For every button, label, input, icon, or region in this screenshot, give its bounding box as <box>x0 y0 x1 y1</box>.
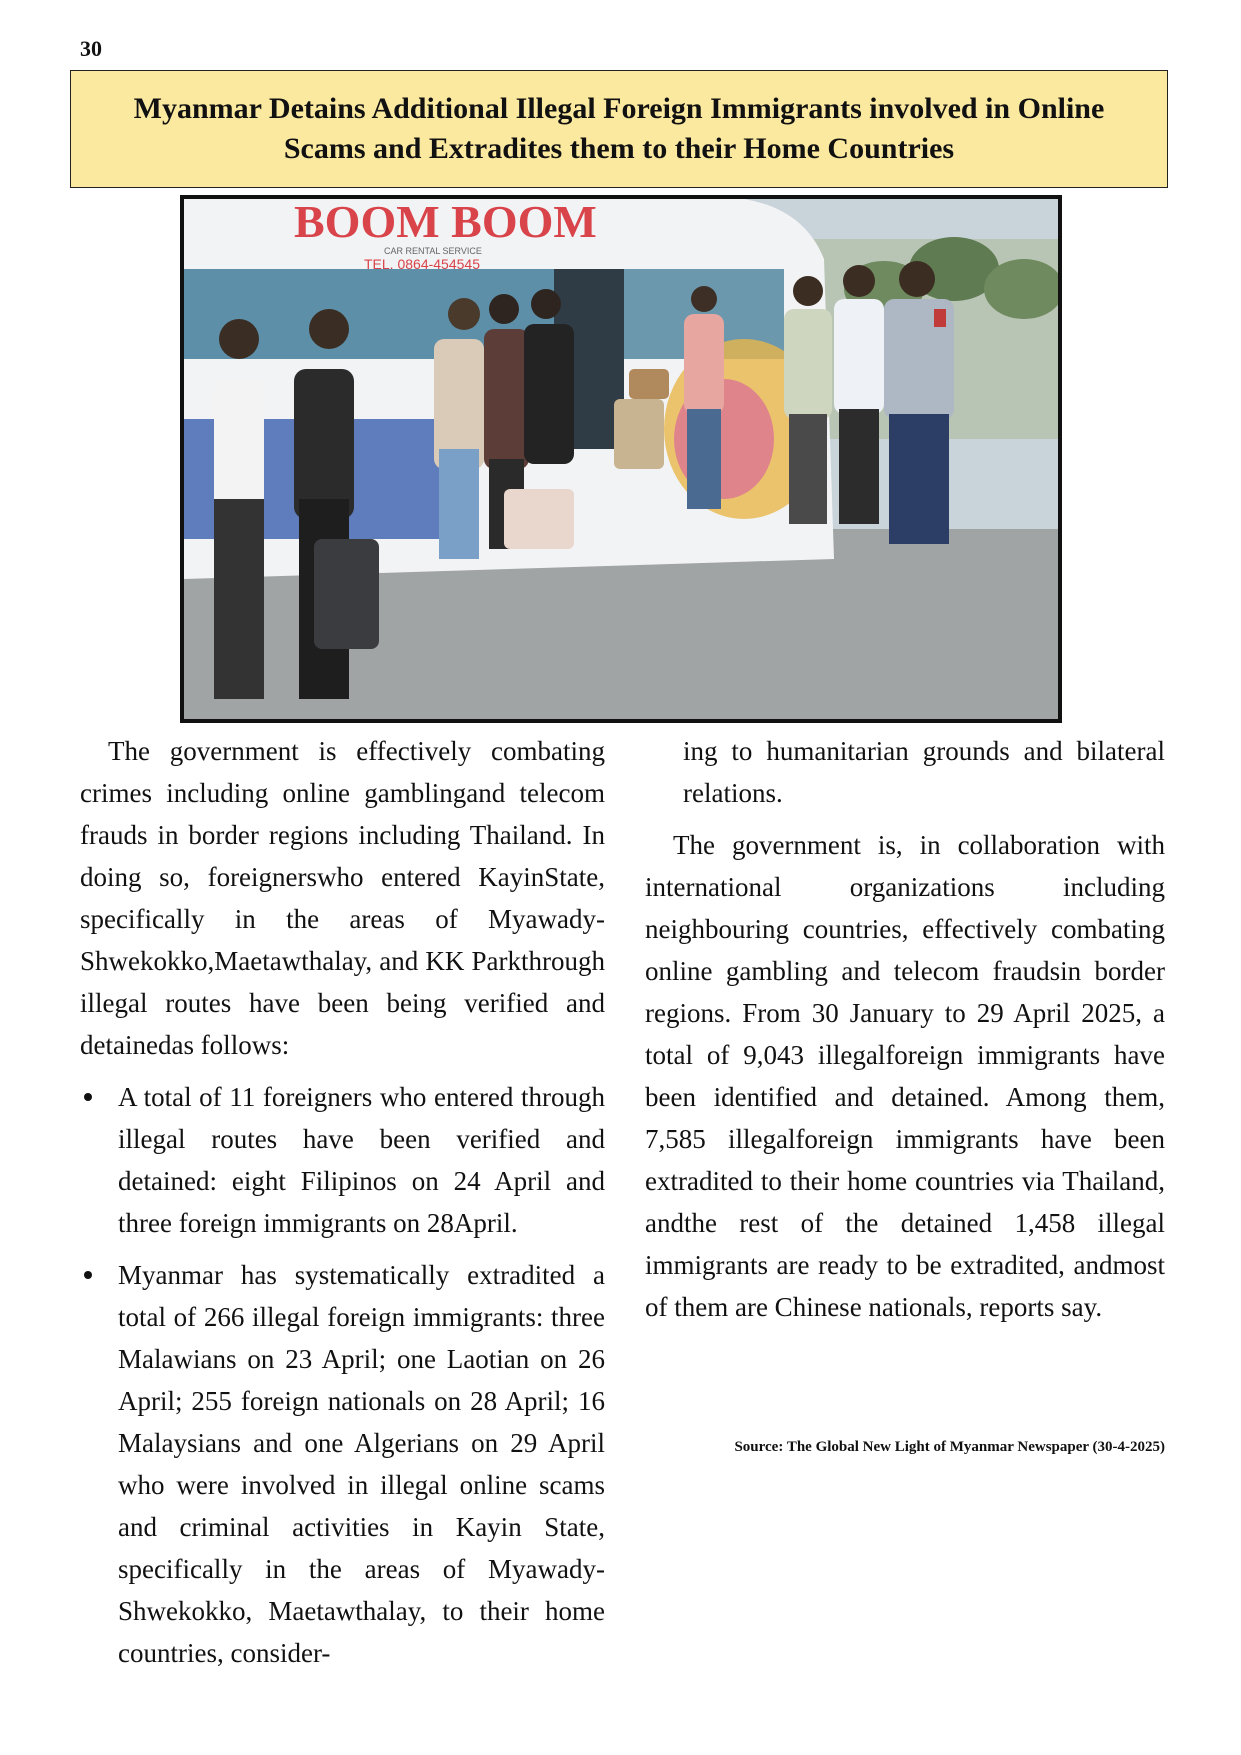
left-column <box>80 730 605 1684</box>
bullet-list <box>80 1076 605 1674</box>
title-banner <box>70 70 1168 188</box>
list-item <box>80 1254 605 1674</box>
bus-phone: TEL. 0864-454545 <box>364 256 480 272</box>
source-citation: Source: The Global New Light of Myanmar Newspaper (30-4-2025) <box>734 1439 1165 1455</box>
bullet-continuation: ing to humanitarian grounds and bilateral relations. <box>683 736 1165 808</box>
list-item <box>80 1076 605 1244</box>
page-number: 30 <box>80 36 102 61</box>
bullet-dot-icon <box>84 1271 92 1279</box>
intro-paragraph: The government is effectively combating crimes including online gamblingand telecom frauds in border regions including Thailand. In doing so, foreignerswho entered KayinState, specifically in the areas of Myawady-Shwekokko,Maetawthalay, and KK Parkthrough illegal routes have been being verified and detainedas follows: <box>80 736 605 1060</box>
right-column <box>645 730 1165 1328</box>
photo-illustration <box>184 199 1058 719</box>
news-photo <box>180 195 1062 723</box>
article-title: Myanmar Detains Additional Illegal Foreign Immigrants involved in Online Scams and Extradites them to their Home Countries <box>133 92 1105 165</box>
bullet-text: A total of 11 foreigners who entered through illegal routes have been verified and detained: eight Filipinos on 24 April and three foreign immigrants on 28April. <box>118 1082 605 1238</box>
bus-subtext: CAR RENTAL SERVICE <box>384 246 482 256</box>
bus-sign: BOOM BOOM <box>294 199 597 247</box>
bullet-dot-icon <box>84 1093 92 1101</box>
bullet-text: Myanmar has systematically extradited a total of 266 illegal foreign immigrants: three Malawians on 23 April; one Laotian on 26 April; 255 foreign nationals on 28 April; 16 Malaysians and one Algerians on 29 April who were involved in illegal online scams and criminal activities in Kayin State, specifically in the areas of Myawady-Shwekokko, Maetawthalay, to their home countries, consider- <box>118 1260 605 1668</box>
body-paragraph: The government is, in collaboration with international organizations including neighbouring countries, effectively combating online gambling and telecom fraudsin border regions. From 30 January to 29 April 2025, a total of 9,043 illegalforeign immigrants have been identified and detained. Among them, 7,585 illegalforeign immigrants have been extradited to their home countries via Thailand, andthe rest of the detained 1,458 illegal immigrants are ready to be extradited, andmost of them are Chinese nationals, reports say. <box>645 830 1165 1322</box>
